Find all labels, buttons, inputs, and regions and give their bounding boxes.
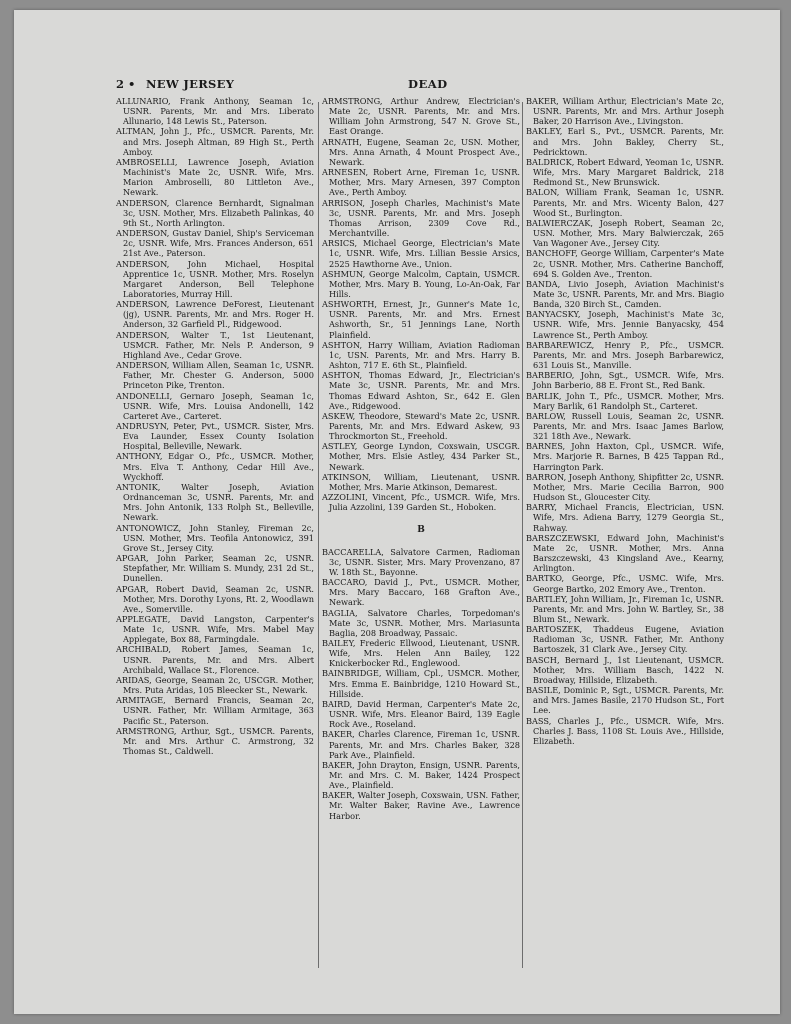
list-item: BARBAREWICZ, Henry P., Pfc., USMCR. Parents, Mr. and Mrs. Joseph Barbarewicz, 631 Louis St., Manville. [526,339,724,371]
list-item: ARMITAGE, Bernard Francis, Seaman 2c, USNR. Father, Mr. William Armitage, 363 Pacific St., Paterson. [116,695,314,726]
page-number: 2 [116,77,125,91]
list-item: BAILEY, Frederic Ellwood, Lieutenant, USNR. Wife, Mrs. Helen Ann Bailey, 122 Knickerbocker Rd., Englewood. [322,637,520,669]
list-item: ALLUNARIO, Frank Anthony, Seaman 1c, USNR. Parents, Mr. and Mrs. Liberato Allunario, 148 Lewis St., Paterson. [116,96,314,127]
list-item: BACCARELLA, Salvatore Carmen, Radioman 3c, USNR. Sister, Mrs. Mary Provenzano, 87 W. 18th St., Bayonne. [322,546,520,577]
list-item: ANDERSON, Lawrence DeForest, Lieutenant (jg), USNR. Parents, Mr. and Mrs. Roger H. Anderson, 32 Garfield Pl., Ridgewood. [116,299,314,330]
list-item: ASHWORTH, Ernest, Jr., Gunner's Mate 1c, USNR. Parents, Mr. and Mrs. Ernest Ashworth, Sr., 51 Jennings Lane, North Plainfield. [322,299,520,340]
list-item: BANYACSKY, Joseph, Machinist's Mate 3c, USNR. Wife, Mrs. Jennie Banyacsky, 454 Lawrence St., Perth Amboy. [526,309,724,340]
list-item: ARIDAS, George, Seaman 2c, USCGR. Mother, Mrs. Puta Aridas, 105 Bleecker St., Newark. [116,674,314,696]
list-item: APGAR, John Parker, Seaman 2c, USNR. Stepfather, Mr. William S. Mundy, 231 2d St., Dunellen. [116,553,314,584]
list-item: ARMSTRONG, Arthur, Sgt., USMCR. Parents, Mr. and Mrs. Arthur C. Armstrong, 32 Thomas St., Caldwell. [116,725,314,756]
list-item: ANDERSON, Gustav Daniel, Ship's Serviceman 2c, USNR. Wife, Mrs. Frances Anderson, 651 21st Ave., Paterson. [116,228,314,259]
list-item: ANTONIK, Walter Joseph, Aviation Ordnanceman 3c, USNR. Parents, Mr. and Mrs. John Antonik, 133 Rolph St., Belleville, Newark. [116,481,314,523]
list-item: BARLIK, John T., Pfc., USMCR. Mother, Mrs. Mary Barlik, 61 Randolph St., Carteret. [526,390,724,411]
list-item: BARRY, Michael Francis, Electrician, USN. Wife, Mrs. Adiena Barry, 1279 Georgia St., Rahway. [526,502,724,533]
list-item: BARTOSZEK, Thaddeus Eugene, Aviation Radioman 3c, USNR. Father, Mr. Anthony Bartoszek, 31 Clark Ave., Jersey City. [526,624,724,655]
list-item: BASCH, Bernard J., 1st Lieutenant, USMCR. Mother, Mrs. William Basch, 1422 N. Broadway, Hillside, Elizabeth. [526,654,724,685]
list-item: ANDONELLI, Gernaro Joseph, Seaman 1c, USNR. Wife, Mrs. Louisa Andonelli, 142 Carteret Ave., Carteret. [116,390,314,421]
page-header [116,77,736,95]
list-item: BARSZCZEWSKI, Edward John, Machinist's Mate 2c, USNR. Mother, Mrs. Anna Barszczewski, 43 Kingsland Ave., Kearny, Arlington. [526,532,724,574]
list-item: ARNATH, Eugene, Seaman 2c, USN. Mother, Mrs. Anna Arnath, 4 Mount Prospect Ave., Newark. [322,136,520,167]
state-heading: NEW JERSEY [146,77,235,91]
list-item: ARRISON, Joseph Charles, Machinist's Mate 3c, USNR. Parents, Mr. and Mrs. Joseph Thomas Arrison, 2309 Cove Rd., Merchantville. [322,197,520,239]
list-item: ASHTON, Thomas Edward, Jr., Electrician's Mate 3c, USNR. Parents, Mr. and Mrs. Thomas Edward Ashton, Sr., 642 E. Glen Ave., Ridgewood. [322,370,520,411]
section-heading: DEAD [408,77,448,91]
header-bullet: • [128,77,136,91]
list-item: ASHTON, Harry William, Aviation Radioman 1c, USN. Parents, Mr. and Mrs. Harry B. Ashton, 717 E. 6th St., Plainfield. [322,339,520,371]
list-item: ARMSTRONG, Arthur Andrew, Electrician's Mate 2c, USNR. Parents, Mr. and Mrs. William John Armstrong, 547 N. Grove St., East Orange. [322,96,520,137]
column-2 [322,96,520,821]
column-divider [318,102,319,968]
list-item: ANDERSON, William Allen, Seaman 1c, USNR. Father, Mr. Chester G. Anderson, 5000 Princeton Pike, Trenton. [116,360,314,391]
list-item: ANDERSON, Clarence Bernhardt, Signalman 3c, USN. Mother, Mrs. Elizabeth Palinkas, 40 9th St., North Arlington. [116,197,314,228]
list-item: AZZOLINI, Vincent, Pfc., USMCR. Wife, Mrs. Julia Azzolini, 139 Garden St., Hoboken. [322,492,520,513]
list-item: BANDA, Livio Joseph, Aviation Machinist's Mate 3c, USNR. Parents, Mr. and Mrs. Biagio Banda, 320 Birch St., Camden. [526,278,724,310]
list-item: BARTKO, George, Pfc., USMC. Wife, Mrs. George Bartko, 202 Emory Ave., Trenton. [526,573,724,594]
column-3 [526,96,724,746]
list-item: ANTONOWICZ, John Stanley, Fireman 2c, USN. Mother, Mrs. Teofila Antonowicz, 391 Grove St., Jersey City. [116,522,314,553]
list-item: ARSICS, Michael George, Electrician's Mate 1c, USNR. Wife, Mrs. Lillian Bessie Arsics, 2525 Hawthorne Ave., Union. [322,238,520,269]
list-item: BARRON, Joseph Anthony, Shipfitter 2c, USNR. Mother, Mrs. Marie Cecilia Barron, 900 Hudson St., Gloucester City. [526,471,724,503]
list-item: ASHMUN, George Malcolm, Captain, USMCR. Mother, Mrs. Mary B. Young, Lo-An-Oak, Far Hills. [322,268,520,299]
list-item: BARBERIO, John, Sgt., USMCR. Wife, Mrs. John Barberio, 88 E. Front St., Red Bank. [526,370,724,391]
list-item: BAKER, John Drayton, Ensign, USNR. Parents, Mr. and Mrs. C. M. Baker, 1424 Prospect Ave., Plainfield. [322,759,520,791]
section-letter-heading: B [417,525,425,536]
list-item: BAGLIA, Salvatore Charles, Torpedoman's Mate 3c, USNR. Mother, Mrs. Mariasunta Baglia, 208 Broadway, Passaic. [322,607,520,638]
list-item: APPLEGATE, David Langston, Carpenter's Mate 1c, USNR. Wife, Mrs. Mabel May Applegate, Box 88, Farmingdale. [116,613,314,645]
list-item: BAKLEY, Earl S., Pvt., USMCR. Parents, Mr. and Mrs. John Bakley, Cherry St., Pedricktown. [526,126,724,157]
list-item: ASTLEY, George Lyndon, Coxswain, USCGR. Mother, Mrs. Elsie Astley, 434 Parker St., Newark. [322,441,520,472]
list-item: BACCARO, David J., Pvt., USMCR. Mother, Mrs. Mary Baccaro, 168 Grafton Ave., Newark. [322,577,520,608]
list-item: BAINBRIDGE, William, Cpl., USMCR. Mother, Mrs. Emma E. Bainbridge, 1210 Howard St., Hillside. [322,668,520,699]
list-item: BARTLEY, John William, Jr., Fireman 1c, USNR. Parents, Mr. and Mrs. John W. Bartley, Sr., 38 Blum St., Newark. [526,593,724,624]
list-item: BANCHOFF, George William, Carpenter's Mate 2c, USNR. Mother, Mrs. Catherine Banchoff, 694 S. Golden Ave., Trenton. [526,248,724,279]
list-item: BALON, William Frank, Seaman 1c, USNR. Parents, Mr. and Mrs. Wicenty Balon, 427 Wood St., Burlington. [526,187,724,218]
list-item: BASILE, Dominic P., Sgt., USMCR. Parents, Mr. and Mrs. James Basile, 2170 Hudson St., Fort Lee. [526,685,724,716]
list-item: BAKER, William Arthur, Electrician's Mate 2c, USNR. Parents, Mr. and Mrs. Arthur Joseph Baker, 20 Harrison Ave., Livingston. [526,96,724,127]
list-item: ALTMAN, John J., Pfc., USMCR. Parents, Mr. and Mrs. Joseph Altman, 89 High St., Perth Amboy. [116,126,314,157]
list-item: BALDRICK, Robert Edward, Yeoman 1c, USNR. Wife, Mrs. Mary Margaret Baldrick, 218 Redmond St., New Brunswick. [526,156,724,188]
list-item: ARCHIBALD, Robert James, Seaman 1c, USNR. Parents, Mr. and Mrs. Albert Archibald, Wallace St., Florence. [116,644,314,675]
list-item: APGAR, Robert David, Seaman 2c, USNR. Mother, Mrs. Dorothy Lyons, Rt. 2, Woodlawn Ave., Somerville. [116,583,314,614]
list-item: BAKER, Walter Joseph, Coxswain, USN. Father, Mr. Walter Baker, Ravine Ave., Lawrence Harbor. [322,790,520,821]
list-item: BAIRD, David Herman, Carpenter's Mate 2c, USNR. Wife, Mrs. Eleanor Baird, 139 Eagle Rock Ave., Roseland. [322,698,520,730]
list-item: ANTHONY, Edgar O., Pfc., USMCR. Mother, Mrs. Elva T. Anthony, Cedar Hill Ave., Wyckhoff. [116,451,314,482]
list-item: ASKEW, Theodore, Steward's Mate 2c, USNR. Parents, Mr. and Mrs. Edward Askew, 93 Throckmorton St., Freehold. [322,410,520,442]
list-item: ANDERSON, John Michael, Hospital Apprentice 1c, USNR. Mother, Mrs. Roselyn Margaret Anderson, Bell Telephone Laboratories, Murray Hill. [116,258,314,299]
list-item: BASS, Charles J., Pfc., USMCR. Wife, Mrs. Charles J. Bass, 1108 St. Louis Ave., Hillside, Elizabeth. [526,715,724,746]
list-item: BARLOW, Russell Louis, Seaman 2c, USNR. Parents, Mr. and Mrs. Isaac James Barlow, 321 18th Ave., Newark. [526,410,724,442]
list-item: ARNESEN, Robert Arne, Fireman 1c, USNR. Mother, Mrs. Mary Arnesen, 397 Compton Ave., Perth Amboy. [322,167,520,198]
list-item: BARNES, John Haxton, Cpl., USMCR. Wife, Mrs. Marjorie R. Barnes, B 425 Tappan Rd., Harrington Park. [526,441,724,472]
column-1 [116,96,314,756]
document-page [14,10,780,1014]
list-item: BAKER, Charles Clarence, Fireman 1c, USNR. Parents, Mr. and Mrs. Charles Baker, 328 Park Ave., Plainfield. [322,729,520,760]
list-item: ANDRUSYN, Peter, Pvt., USMCR. Sister, Mrs. Eva Launder, Essex County Isolation Hospital, Belleville, Newark. [116,421,314,452]
list-item: AMBROSELLI, Lawrence Joseph, Aviation Machinist's Mate 2c, USNR. Wife, Mrs. Marion Ambroselli, 80 Littleton Ave., Newark. [116,156,314,198]
column-divider [522,102,523,968]
list-item: ANDERSON, Walter T., 1st Lieutenant, USMCR. Father, Mr. Nels P. Anderson, 9 Highland Ave., Cedar Grove. [116,329,314,360]
list-item: ATKINSON, William, Lieutenant, USNR. Mother, Mrs. Marie Atkinson, Demarest. [322,471,520,492]
list-item: BALWIERCZAK, Joseph Robert, Seaman 2c, USN. Mother, Mrs. Mary Balwierczak, 265 Van Wagoner Ave., Jersey City. [526,217,724,249]
